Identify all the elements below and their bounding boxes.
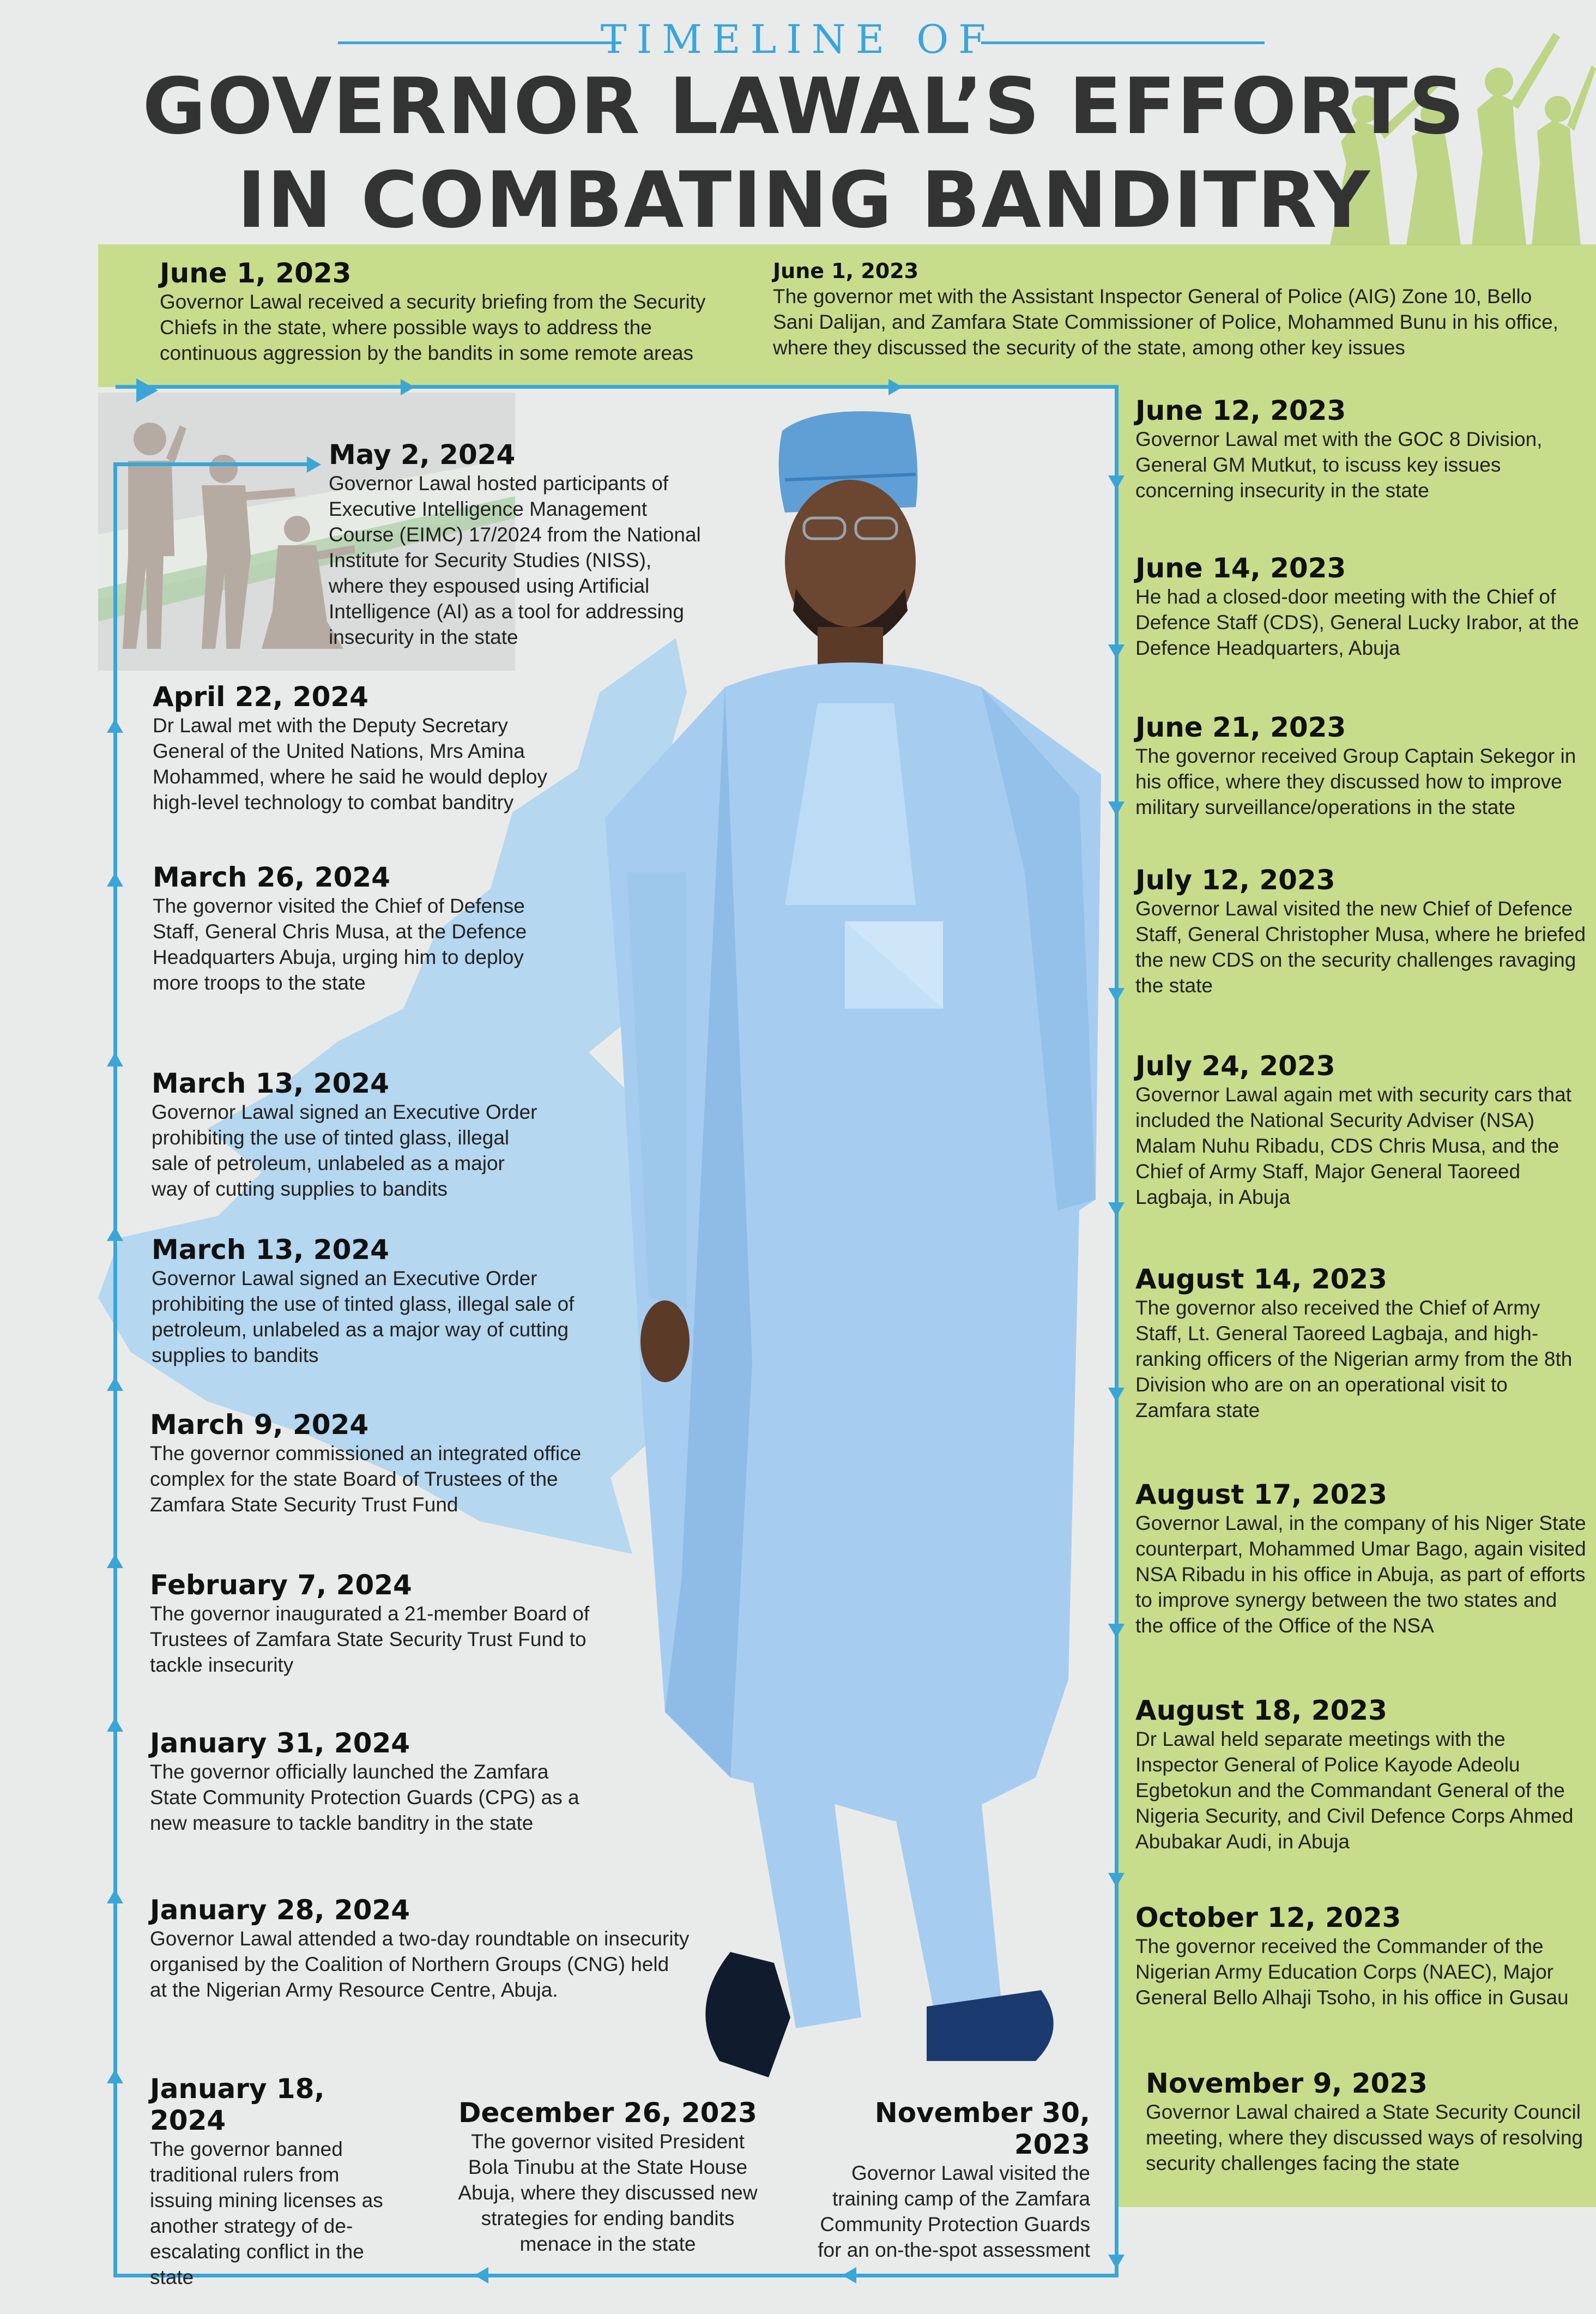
event-text: Governor Lawal signed an Executive Order prohibiting the use of tinted glass, illegal sale of petroleum, unlabeled as a major way of cutting supplies to bandits bbox=[152, 1267, 575, 1366]
title-line-1: GOVERNOR LAWAL’S EFFORTS bbox=[142, 62, 1466, 152]
arrow-up-icon bbox=[107, 1377, 123, 1391]
timeline-event bbox=[150, 1409, 613, 1517]
arrow-down-icon bbox=[1108, 2255, 1125, 2269]
arrow-up-icon bbox=[107, 719, 123, 733]
timeline-event bbox=[150, 1569, 613, 1678]
event-text: He had a closed-door meeting with the Chief of Defence Staff (CDS), General Lucky Irabor, at the Defence Headquarters, Abuja bbox=[1135, 586, 1579, 659]
timeline-path-entry bbox=[113, 462, 307, 466]
timeline-path-left bbox=[113, 462, 117, 2277]
arrow-left-icon bbox=[842, 2267, 856, 2283]
timeline-event bbox=[160, 257, 737, 366]
title-line-2: IN COMBATING BANDITRY bbox=[237, 155, 1371, 245]
event-text: Governor Lawal visited the training camp of the Zamfara Community Protection Guards for an on-the-spot assessment bbox=[818, 2162, 1090, 2261]
event-text: The governor visited the Chief of Defense Staff, General Chris Musa, at the Defence Headquarters Abuja, urging him to deploy more troops to the state bbox=[153, 895, 527, 994]
arrow-start-icon bbox=[136, 378, 158, 402]
event-text: The governor received the Commander of the Nigerian Army Education Corps (NAEC), Major General Bello Alhaji Tsoho, in his office in Gusau bbox=[1135, 1935, 1569, 2009]
arrow-left-icon bbox=[474, 2267, 488, 2283]
arrow-up-icon bbox=[107, 1227, 123, 1241]
arrow-down-icon bbox=[1108, 1873, 1125, 1887]
timeline-event bbox=[150, 1727, 586, 1836]
event-date: December 26, 2023 bbox=[458, 2097, 757, 2129]
event-date: June 14, 2023 bbox=[1135, 552, 1346, 584]
event-text: Governor Lawal attended a two-day roundtable on insecurity organised by the Coalition of Northern Groups (CNG) held at the Nigerian Army Resource Centre, Abuja. bbox=[150, 1927, 690, 2001]
timeline-event bbox=[1135, 712, 1588, 820]
arrow-down-icon bbox=[1108, 1388, 1125, 1402]
event-date: January 18, 2024 bbox=[150, 2073, 325, 2136]
event-text: Governor Lawal received a security briefing from the Security Chiefs in the state, where possible ways to address the continuous aggression by the bandits in some remote areas bbox=[160, 291, 706, 364]
timeline-event bbox=[1135, 1695, 1588, 1854]
arrow-up-icon bbox=[107, 1718, 123, 1732]
event-date: May 2, 2024 bbox=[329, 439, 516, 471]
event-text: The governor also received the Chief of Army Staff, Lt. General Taoreed Lagbaja, and high-ranking officers of the Nigerian army from the 8th Division who are on an operational visit to Zamfara state bbox=[1135, 1297, 1573, 1421]
timeline-path-right bbox=[1115, 385, 1119, 2277]
timeline-event bbox=[1135, 395, 1571, 503]
timeline-event bbox=[1146, 2068, 1587, 2176]
event-date: March 26, 2024 bbox=[153, 861, 390, 893]
event-date: August 14, 2023 bbox=[1135, 1263, 1387, 1295]
arrow-up-icon bbox=[107, 1052, 123, 1066]
page-title bbox=[136, 60, 1472, 248]
event-date: November 30, 2023 bbox=[874, 2097, 1090, 2160]
event-text: The governor received Group Captain Sekegor in his office, where they discussed how to improve military surveillance/operations in the state bbox=[1135, 745, 1576, 818]
event-date: March 13, 2024 bbox=[152, 1068, 389, 1099]
event-text: Governor Lawal signed an Executive Order prohibiting the use of tinted glass, illegal sale of petroleum, unlabeled as a major way of cutting supplies to bandits bbox=[152, 1101, 537, 1200]
event-text: The governor commissioned an integrated office complex for the state Board of Trustees of the Zamfara State Security Trust Fund bbox=[150, 1442, 582, 1516]
event-text: Governor Lawal chaired a State Security Council meeting, where they discussed ways of resolving security challenges facing the state bbox=[1146, 2101, 1583, 2174]
event-text: Governor Lawal, in the company of his Niger State counterpart, Mohammed Umar Bago, again visited NSA Ribadu in his office in Abuja, as part of efforts to improve synergy between the two states and the office of the Office of the NSA bbox=[1135, 1512, 1586, 1637]
event-text: Governor Lawal again met with security cars that included the National Security Adviser (NSA) Malam Nuhu Ribadu, CDS Chris Musa, and the Chief of Army Staff, Major General Taoreed Lagbaja, in Abuja bbox=[1135, 1083, 1571, 1208]
arrow-down-icon bbox=[1108, 1624, 1125, 1638]
timeline-event bbox=[1135, 1902, 1588, 2010]
event-date: August 17, 2023 bbox=[1135, 1479, 1387, 1510]
event-date: October 12, 2023 bbox=[1135, 1902, 1401, 1933]
event-date: April 22, 2024 bbox=[153, 681, 368, 713]
timeline-event bbox=[329, 439, 710, 650]
event-date: July 12, 2023 bbox=[1135, 864, 1335, 896]
arrow-down-icon bbox=[1108, 1202, 1125, 1216]
event-text: Governor Lawal hosted participants of Executive Intelligence Management Course (EIMC) 17/2024 from the National Institute for Security Studies (NISS), where they espoused using Artificial Intelligence (AI) as a tool for addressing insecurity in the state bbox=[329, 472, 701, 648]
timeline-path-top bbox=[116, 385, 1119, 389]
timeline-event bbox=[1135, 864, 1588, 998]
event-date: June 12, 2023 bbox=[1135, 395, 1346, 426]
event-text: The governor officially launched the Zamfara State Community Protection Guards (CPG) as a new measure to tackle banditry in the state bbox=[150, 1761, 579, 1834]
arrow-right-icon bbox=[307, 456, 321, 473]
event-date: February 7, 2024 bbox=[150, 1569, 412, 1601]
event-date: January 31, 2024 bbox=[150, 1727, 410, 1759]
event-date: November 9, 2023 bbox=[1146, 2068, 1428, 2099]
event-date: June 1, 2023 bbox=[773, 259, 919, 283]
timeline-event bbox=[150, 2073, 406, 2290]
timeline-event bbox=[1135, 1263, 1588, 1423]
event-date: March 9, 2024 bbox=[150, 1409, 369, 1441]
timeline-event bbox=[1135, 552, 1582, 661]
event-date: July 24, 2023 bbox=[1135, 1050, 1335, 1082]
arrow-down-icon bbox=[1108, 475, 1125, 490]
event-date: March 13, 2024 bbox=[152, 1234, 389, 1266]
event-date: August 18, 2023 bbox=[1135, 1695, 1387, 1726]
event-text: The governor banned traditional rulers from issuing mining licenses as another strategy of de-escalating conflict in the state bbox=[150, 2138, 383, 2288]
timeline-event bbox=[152, 1234, 598, 1368]
arrow-down-icon bbox=[1108, 802, 1125, 816]
arrow-down-icon bbox=[1108, 988, 1125, 1002]
event-text: Governor Lawal met with the GOC 8 Division, General GM Mutkut, to iscuss key issues concerning insecurity in the state bbox=[1135, 428, 1543, 502]
arrow-up-icon bbox=[107, 872, 123, 887]
event-text: Dr Lawal met with the Deputy Secretary General of the United Nations, Mrs Amina Mohammed, where he said he would deploy high-level technology to combat banditry bbox=[153, 714, 547, 813]
event-date: June 21, 2023 bbox=[1135, 712, 1346, 743]
timeline-event bbox=[450, 2097, 766, 2257]
event-text: Governor Lawal visited the new Chief of Defence Staff, General Christopher Musa, where he briefed the new CDS on the security challenges ravaging the state bbox=[1135, 897, 1586, 997]
event-text: The governor visited President Bola Tinubu at the State House Abuja, where they discussed new strategies for ending bandits menace in the state bbox=[458, 2130, 758, 2255]
timeline-event bbox=[152, 1068, 544, 1202]
timeline-event bbox=[796, 2097, 1090, 2263]
event-text: The governor inaugurated a 21-member Board of Trustees of Zamfara State Security Trust Fund to tackle insecurity bbox=[150, 1602, 590, 1676]
event-text: The governor met with the Assistant Inspector General of Police (AIG) Zone 10, Bello Sani Dalijan, and Zamfara State Commissioner of Police, Mohammed Bunu in his office, where they discussed the security of the state, among other key issues bbox=[773, 285, 1558, 359]
arrow-up-icon bbox=[107, 1889, 123, 1903]
timeline-event bbox=[773, 258, 1574, 360]
arrow-down-icon bbox=[1108, 644, 1125, 659]
arrow-up-icon bbox=[107, 2069, 123, 2083]
timeline-event bbox=[1135, 1050, 1588, 1210]
timeline-event bbox=[153, 681, 578, 815]
arrow-up-icon bbox=[107, 1554, 123, 1568]
timeline-event bbox=[1135, 1479, 1588, 1638]
arrow-right-icon bbox=[401, 379, 415, 395]
arrow-right-icon bbox=[888, 379, 903, 395]
event-date: June 1, 2023 bbox=[160, 257, 352, 289]
event-date: January 28, 2024 bbox=[150, 1894, 410, 1926]
timeline-event bbox=[150, 1894, 690, 2003]
title-kicker: TIMELINE OF bbox=[600, 16, 996, 62]
event-text: Dr Lawal held separate meetings with the Inspector General of Police Kayode Adeolu Egbetokun and the Commandant General of the Nigeria Security, and Civil Defence Corps Ahmed Abubakar Audi, in Abuja bbox=[1135, 1728, 1574, 1853]
timeline-event bbox=[153, 861, 556, 996]
